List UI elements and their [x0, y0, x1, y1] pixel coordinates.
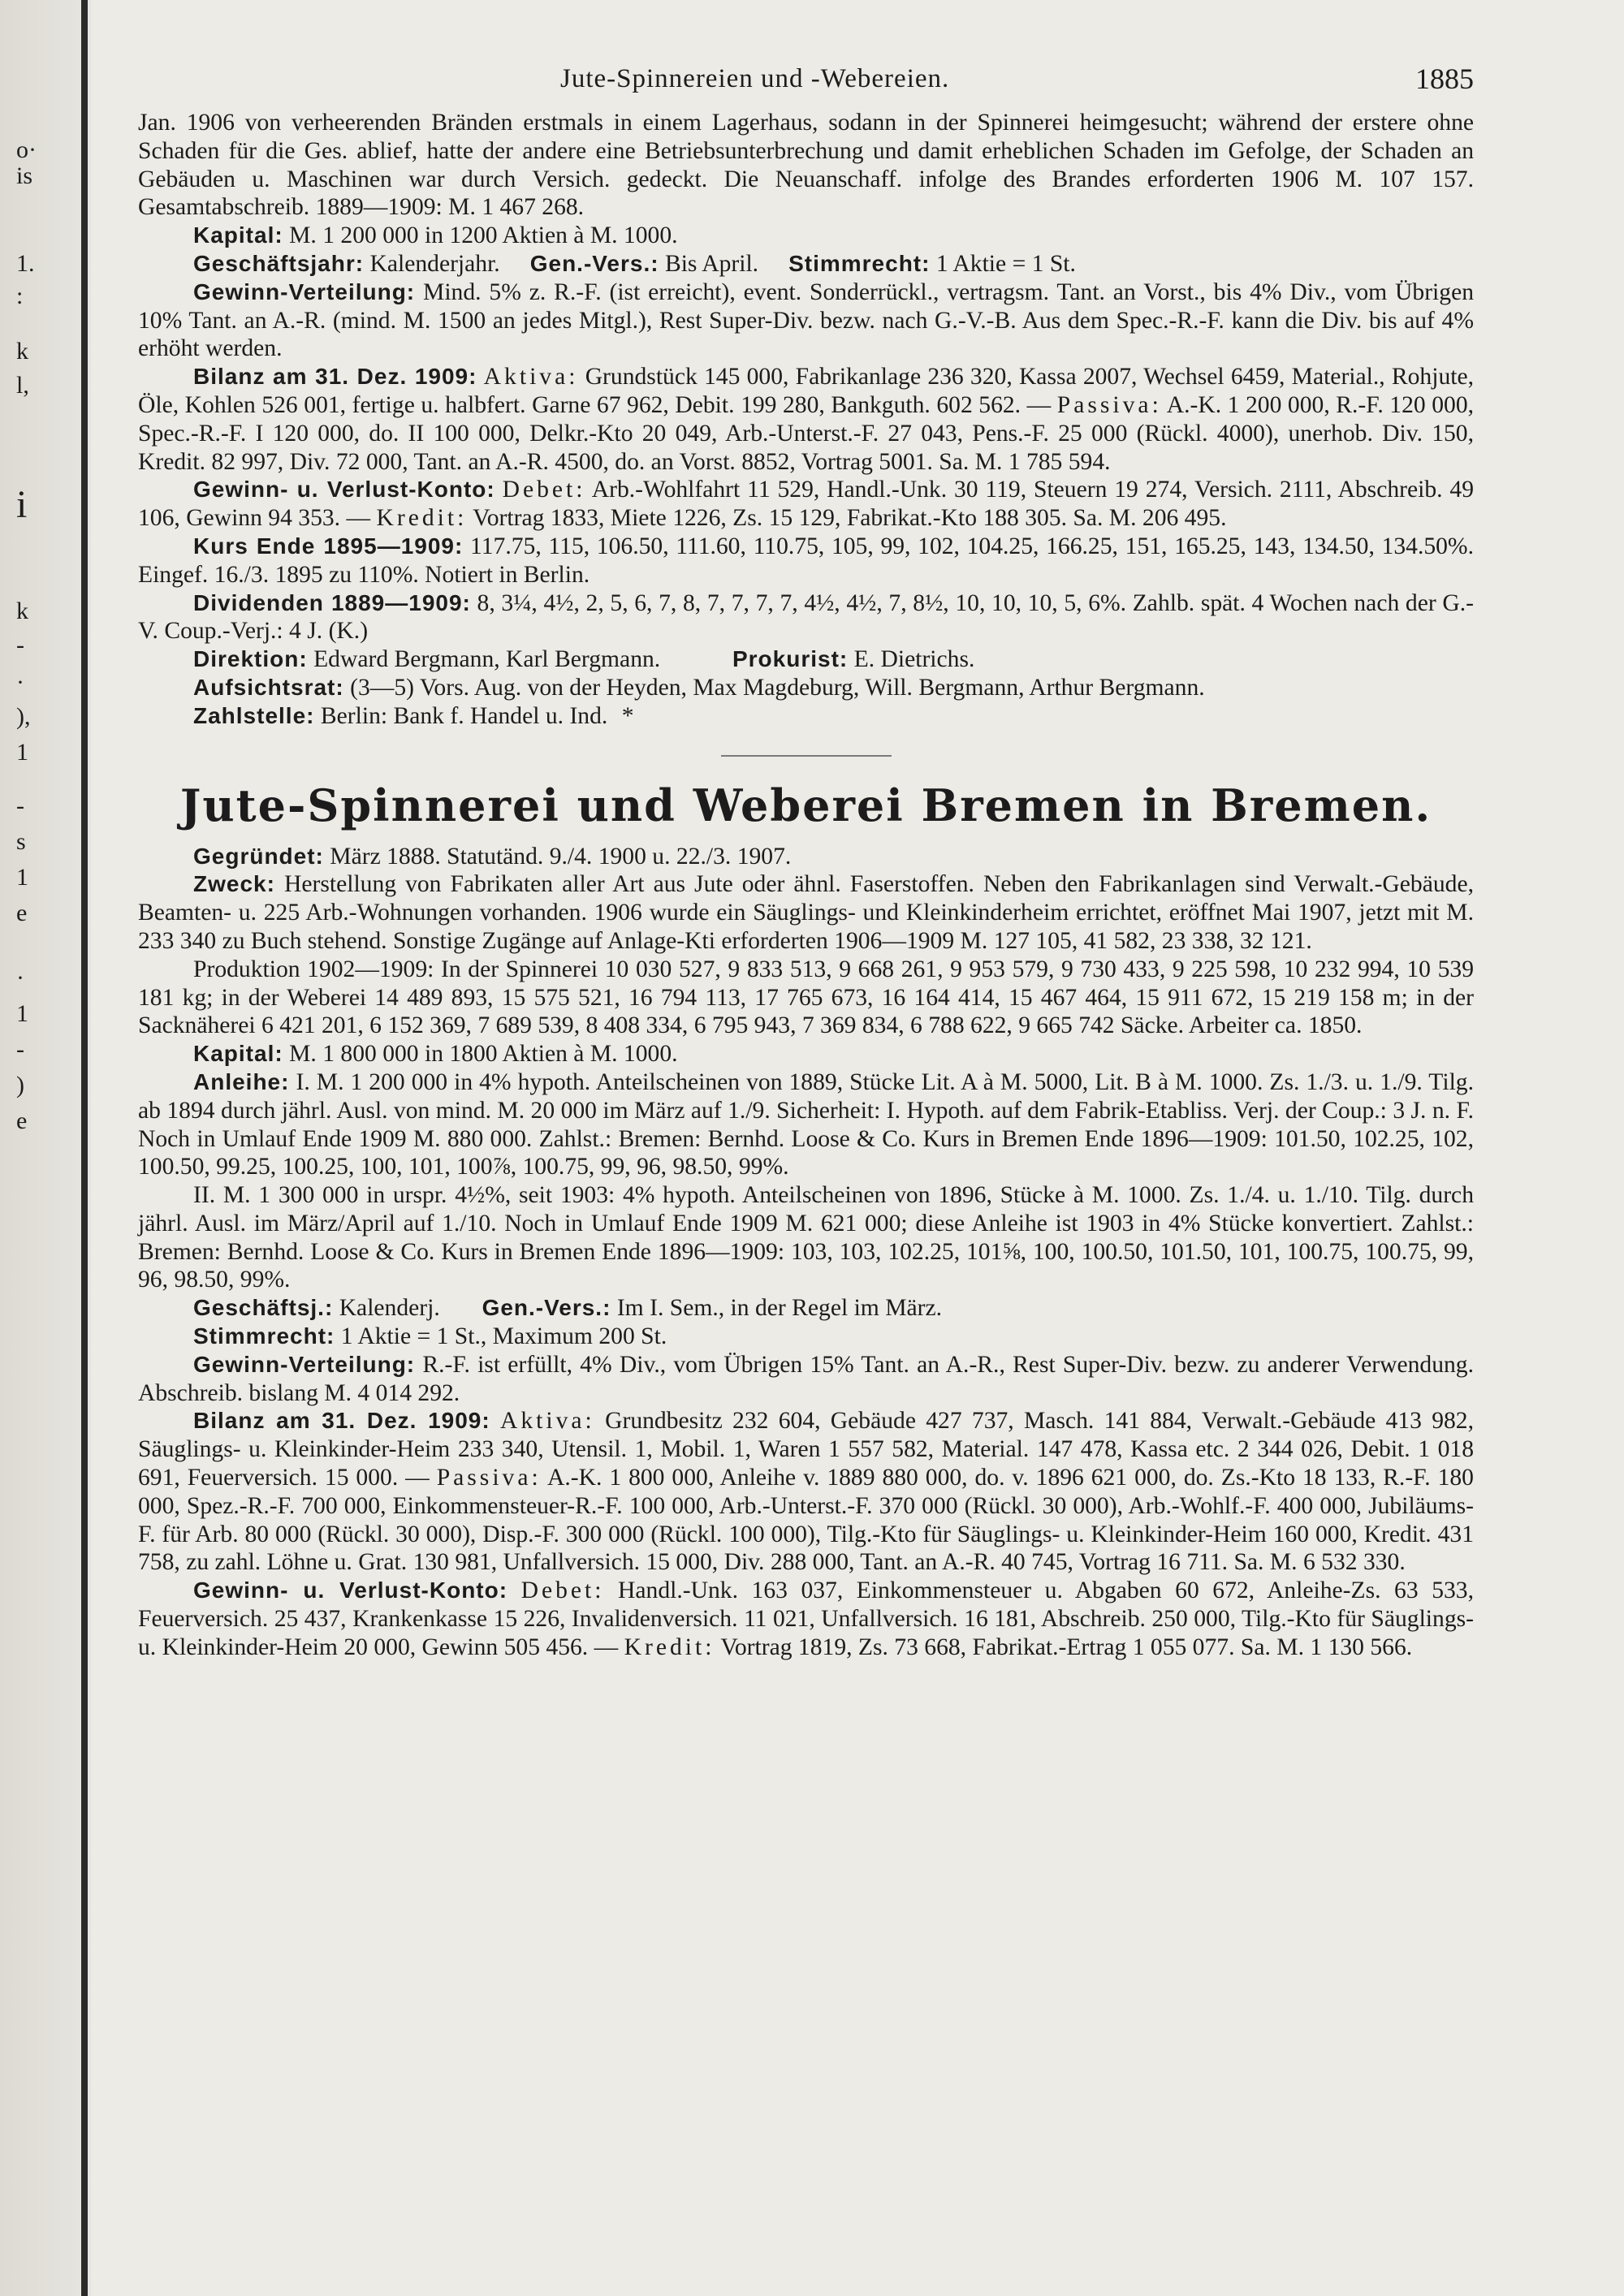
margin-fragment: 1. [16, 250, 35, 277]
produktion-paragraph: Produktion 1902—1909: In der Spinnerei 10 030 527, 9 833 513, 9 668 261, 9 953 579, 9 730 433, 9 225 598, 10 232 994, 10 539 181 kg; in der Weberei 14 489 893, 15 575 521, 16 794 113, 17 765 673, 16 164 414, 15 467 464, 15 911 672, 15 219 158 m; in der Sacknäherei 6 421 201, 6 152 369, 7 689 539, 8 408 334, 6 795 943, 7 369 834, 6 788 622, 9 665 742 Säcke. Arbeiter ca. 1850. [138, 956, 1474, 1039]
margin-fragment: · [16, 965, 24, 991]
zahlstelle-label: Zahlstelle: [193, 702, 315, 728]
company-gewinn-verteilung-text: R.-F. ist erfüllt, 4% Div., vom Übrigen 15% Tant. an A.-R., Rest Super-Div. bezw. zu anderer Verwendung. Abschreib. bislang M. 4 014 292. [138, 1351, 1474, 1406]
company-gewinn-verteilung-label: Gewinn-Verteilung: [193, 1351, 416, 1377]
company-gen-vers-text: Im I. Sem., in der Regel im März. [616, 1295, 943, 1322]
aufsichtsrat-entry [138, 674, 1474, 702]
scan-shadow [0, 0, 91, 2296]
geschaeftsjahr-text: Kalenderjahr. [369, 250, 500, 277]
margin-fragment: - [16, 632, 24, 658]
company-geschaeftsjahr-text: Kalenderj. [339, 1295, 440, 1322]
dividenden-entry [138, 589, 1474, 646]
margin-fragment: l, [16, 372, 29, 399]
company-aktiva-word: Aktiva: [500, 1408, 595, 1435]
direktion-entry [138, 645, 1474, 674]
direktion-text: Edward Bergmann, Karl Bergmann. [313, 646, 661, 673]
margin-fragment: i [16, 483, 28, 526]
anleihe-ii-paragraph: II. M. 1 300 000 in urspr. 4½%, seit 1903: 4% hypoth. Anteilscheinen von 1896, Stücke à M. 1000. Zs. 1./4. u. 1./10. Tilg. durch jährl. Ausl. im März/April auf 1./10. Noch in Umlauf Ende 1909 M. 621 000; diese Anleihe ist 1903 in 4% Stücke konvertiert. Zahlst.: Bremen: Bernhd. Loose & Co. Kurs in Bremen Ende 1896—1909: 103, 103, 102.25, 101⅝, 100, 100.50, 101.50, 101, 100.75, 100.75, 99, 96, 98.50, 99%. [138, 1182, 1474, 1293]
gegruendet-entry [138, 843, 1474, 871]
zweck-label: Zweck: [193, 871, 275, 897]
stimmrecht-label: Stimmrecht: [788, 250, 931, 276]
company-passiva-word: Passiva: [436, 1465, 542, 1491]
margin-fragment: 1 [16, 864, 28, 891]
bilanz-entry [138, 363, 1474, 476]
general-info-entry [138, 250, 1474, 278]
section-divider [721, 755, 892, 757]
margin-fragment: : [16, 283, 24, 309]
passiva-text: A.-K. 1 200 000, R.-F. 120 000, Spec.-R.-F. I 120 000, do. II 100 000, Delkr.-Kto 20 049, Arb.-Unterst.-F. 27 043, Pens.-F. 25 000 (Rückl. 4000), unerhob. Div. 150, Kredit. 82 997, Div. 72 000, Tant. an A.-R. 4500, do. an Vorst. 8852, Vortrag 5001. Sa. M. 1 785 594. [138, 391, 1475, 475]
company-kredit-word: Kredit: [624, 1634, 715, 1660]
debet-text: Arb.-Wohlfahrt 11 529, Handl.-Unk. 30 119, Steuern 19 274, Versich. 2111, Abschreib. 49 106, Gewinn 94 353. — [138, 477, 1474, 532]
company-general-info-entry [138, 1294, 1474, 1323]
gewinn-verteilung-entry [138, 278, 1474, 363]
company-guv-entry [138, 1577, 1474, 1661]
zweck-entry [138, 870, 1474, 955]
kredit-text: Vortrag 1833, Miete 1226, Zs. 15 129, Fabrikat.-Kto 188 305. Sa. M. 206 495. [473, 505, 1227, 532]
page-header [138, 58, 1474, 109]
company-bilanz-entry [138, 1407, 1474, 1577]
margin-fragment: is [16, 162, 33, 189]
gen-vers-label: Gen.-Vers.: [529, 250, 659, 276]
margin-fragment: o· [16, 136, 37, 163]
aktiva-text: Grundstück 145 000, Fabrikanlage 236 320, Kassa 2007, Wechsel 6459, Material., Rohjute, Öle, Kohlen 526 001, fertige u. halbfert. Garne 67 962, Debit. 199 280, Bankguth. 602 562. — [138, 364, 1474, 418]
dividenden-label: Dividenden 1889—1909: [193, 589, 471, 615]
gewinn-verteilung-label: Gewinn-Verteilung: [193, 278, 416, 304]
margin-fragment: - [16, 792, 24, 819]
margin-fragment: e [16, 1107, 28, 1134]
running-title: Jute-Spinnereien und -Webereien. [560, 64, 950, 93]
company-bilanz-label: Bilanz am 31. Dez. 1909: [193, 1408, 490, 1434]
margin-fragment: ), [16, 703, 31, 730]
margin-fragment: e [16, 900, 28, 926]
company-kredit-text: Vortrag 1819, Zs. 73 668, Fabrikat.-Ertrag 1 055 077. Sa. M. 1 130 566. [720, 1634, 1413, 1660]
zahlstelle-text: Berlin: Bank f. Handel u. Ind. [320, 702, 608, 729]
gen-vers-text: Bis April. [664, 250, 759, 277]
zweck-text: Herstellung von Fabrikaten aller Art aus Jute oder ähnl. Faserstoffen. Neben den Fabrikanlagen sind Verwalt.-Gebäude, Beamten- u. 225 Arb.-Wohnungen vorhanden. 1906 wurde ein Säuglings- und Kleinkinderheim errichtet, eröffnet Mai 1907, jetzt mit M. 233 340 zu Buch stehend. Sonstige Zugänge auf Anlage-Kti erforderten 1906—1909 M. 127 105, 41 582, 23 338, 32 121. [138, 871, 1474, 954]
company-title: Jute-Spinnerei und Weberei Bremen in Bremen. [179, 779, 1432, 831]
binding-edge [81, 0, 88, 2296]
kurs-text: 117.75, 115, 106.50, 111.60, 110.75, 105, 99, 102, 104.25, 166.25, 151, 165.25, 143, 134.50, 134.50%. Eingef. 16./3. 1895 zu 110%. Notiert in Berlin. [138, 533, 1474, 588]
margin-fragment: ) [16, 1072, 24, 1098]
company-debet-word: Debet: [520, 1577, 605, 1604]
debet-word: Debet: [502, 477, 586, 503]
footnote-mark: * [621, 702, 634, 729]
kapital-label: Kapital: [193, 222, 283, 248]
aufsichtsrat-label: Aufsichtsrat: [193, 674, 344, 700]
company-passiva-text: A.-K. 1 800 000, Anleihe v. 1889 880 000, do. v. 1896 621 000, do. Zs.-Kto 18 133, R.-F. 180 000, Spez.-R.-F. 700 000, Einkommensteuer-R.-F. 100 000, Arb.-Unterst.-F. 370 000 (Rückl. 30 000), Arb.-Wohlf.-F. 400 000, Jubiläums-F. für Arb. 80 000 (Rückl. 30 000), Disp.-F. 300 000 (Rückl. 100 000), Tilg.-Kto für Säuglings- u. Kleinkinder-Heim 160 000, Kredit. 431 758, zu zahl. Löhne u. Grat. 130 981, Unfallversich. 15 000, Div. 288 000, Tant. an A.-R. 40 745, Vortrag 16 711. Sa. M. 6 532 330. [138, 1465, 1474, 1576]
gegruendet-text: März 1888. Statutänd. 9./4. 1900 u. 22./3. 1907. [330, 843, 792, 870]
gewinn-verteilung-text: Mind. 5% z. R.-F. (ist erreicht), event. Sonderrückl., vertragsm. Tant. an Vorst., bis 4% Div., vom Übrigen 10% Tant. an A.-R. (mind. M. 1500 an jedes Mitgl.), Rest Super-Div. bezw. nach G.-V.-B. Aus dem Spec.-R.-F. kann die Div. bis auf 4% erhöht werden. [138, 278, 1474, 362]
company-geschaeftsjahr-label: Geschäftsj.: [193, 1295, 334, 1321]
kredit-word: Kredit: [376, 505, 468, 532]
margin-fragment: · [16, 669, 24, 696]
margin-fragment: 1 [16, 739, 28, 766]
stimmrecht-text: 1 Aktie = 1 St. [935, 250, 1076, 277]
margin-fragment: k [16, 598, 28, 624]
gegruendet-label: Gegründet: [193, 843, 324, 869]
history-paragraph: Jan. 1906 von verheerenden Bränden erstmals in einem Lagerhaus, sodann in der Spinnerei heimgesucht; während der erstere ohne Schaden für die Ges. ablief, hatte der andere eine Betriebsunterbrechung und damit erheblichen Schaden im Gefolge, der Schaden an Gebäuden u. Maschinen war durch Versich. gedeckt. Die Neuanschaff. infolge des Brandes erforderten 1906 M. 107 157. Gesamtabschreib. 1889—1909: M. 1 467 268. [138, 110, 1474, 221]
margin-fragment: - [16, 1036, 24, 1063]
company-kapital-entry [138, 1040, 1474, 1068]
prokurist-label: Prokurist: [732, 646, 849, 672]
dividenden-text: 8, 3¼, 4½, 2, 5, 6, 7, 8, 7, 7, 7, 7, 4½, 4½, 7, 8½, 10, 10, 10, 5, 6%. Zahlb. spät. 4 Wochen nach der G.-V. Coup.-Verj.: 4 J. (K.) [138, 589, 1474, 645]
company-stimmrecht-text: 1 Aktie = 1 St., Maximum 200 St. [340, 1323, 667, 1350]
direktion-label: Direktion: [193, 646, 308, 672]
company-aktiva-text: Grundbesitz 232 604, Gebäude 427 737, Masch. 141 884, Verwalt.-Gebäude 413 982, Säuglings- u. Kleinkinder-Heim 233 340, Utensil. 1, Mobil. 1, Waren 1 557 582, Material. 147 478, Kassa etc. 2 344 026, Debit. 1 018 691, Feuerversich. 15 000. — [138, 1408, 1474, 1491]
margin-fragment: s [16, 828, 26, 855]
company-kapital-label: Kapital: [193, 1041, 283, 1067]
aktiva-word: Aktiva: [483, 364, 579, 391]
kapital-entry [138, 222, 1474, 250]
kurs-entry [138, 533, 1474, 589]
margin-fragment: 1 [16, 1000, 28, 1027]
company-guv-label: Gewinn- u. Verlust-Konto: [193, 1577, 508, 1603]
company-stimmrecht-label: Stimmrecht: [193, 1323, 335, 1349]
company-gen-vers-label: Gen.-Vers.: [482, 1295, 611, 1321]
geschaeftsjahr-label: Geschäftsjahr: [193, 250, 365, 276]
company-kapital-text: M. 1 800 000 in 1800 Aktien à M. 1000. [289, 1041, 678, 1068]
company-stimmrecht-entry [138, 1323, 1474, 1351]
passiva-word: Passiva: [1056, 391, 1162, 418]
page-content [138, 58, 1474, 1662]
anleihe-label: Anleihe: [193, 1068, 290, 1094]
zahlstelle-entry [138, 702, 1474, 731]
prokurist-text: E. Dietrichs. [853, 646, 975, 673]
company-debet-text: Handl.-Unk. 163 037, Einkommensteuer u. Abgaben 60 672, Anleihe-Zs. 63 533, Feuerversich. 25 437, Krankenkasse 15 226, Invalidenversich. 11 021, Unfallversich. 16 181, Abschreib. 250 000, Tilg.-Kto für Säuglings- u. Kleinkinder-Heim 20 000, Gewinn 505 456. — [138, 1577, 1474, 1660]
aufsichtsrat-text: (3—5) Vors. Aug. von der Heyden, Max Magdeburg, Will. Bergmann, Arthur Bergmann. [350, 674, 1205, 701]
bilanz-label: Bilanz am 31. Dez. 1909: [193, 364, 477, 390]
guv-entry [138, 476, 1474, 533]
guv-label: Gewinn- u. Verlust-Konto: [193, 477, 495, 503]
anleihe-text: I. M. 1 200 000 in 4% hypoth. Anteilscheinen von 1889, Stücke Lit. A à M. 5000, Lit. B à M. 1000. Zs. 1./3. u. 1./9. Tilg. ab 1894 durch jährl. Ausl. von mind. M. 20 000 im März auf 1./9. Sicherheit: I. Hypoth. auf dem Fabrik-Etabliss. Verj. der Coup.: 3 J. n. F. Noch in Umlauf Ende 1909 M. 880 000. Zahlst.: Bremen: Bernhd. Loose & Co. Kurs in Bremen Ende 1896—1909: 101.50, 102.25, 102, 100.50, 99.25, 100.25, 100, 101, 100⅞, 100.75, 99, 96, 98.50, 99%. [138, 1068, 1474, 1180]
kurs-label: Kurs Ende 1895—1909: [193, 533, 464, 559]
kapital-text: M. 1 200 000 in 1200 Aktien à M. 1000. [289, 222, 678, 249]
margin-fragment: k [16, 338, 28, 365]
page-number: 1885 [1415, 63, 1474, 95]
company-gewinn-verteilung-entry [138, 1351, 1474, 1408]
anleihe-entry [138, 1068, 1474, 1181]
